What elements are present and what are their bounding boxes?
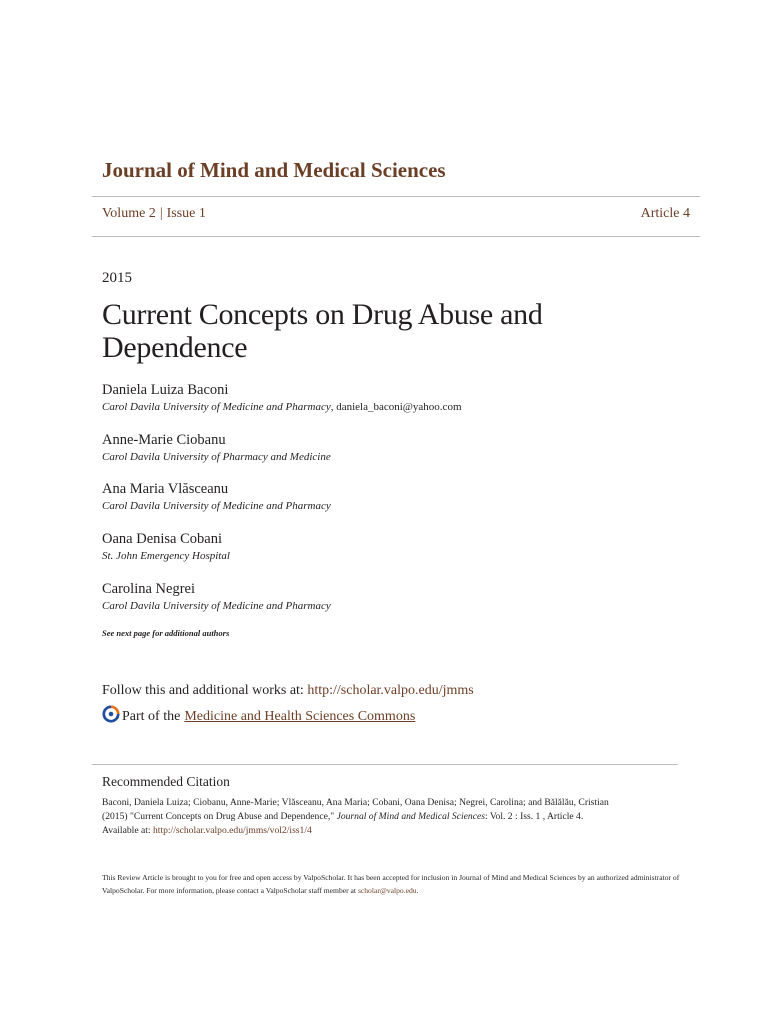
author-affiliation xyxy=(102,498,702,514)
issue-link[interactable]: Issue 1 xyxy=(166,206,206,221)
commons-link[interactable]: Medicine and Health Sciences Commons xyxy=(184,708,416,724)
volume-issue xyxy=(102,206,206,222)
author-name[interactable]: Carolina Negrei xyxy=(102,580,196,597)
author-list xyxy=(102,381,702,629)
affiliation-name: Carol Davila University of Medicine and Pharmacy xyxy=(102,599,331,612)
publication-year: 2015 xyxy=(102,270,132,286)
notice-end: . xyxy=(416,886,419,895)
affiliation-name: Carol Davila University of Medicine and Pharmacy xyxy=(102,500,331,513)
author-entry xyxy=(102,580,702,630)
header-top-divider xyxy=(92,196,700,197)
citation-journal: Journal of Mind and Medical Sciences xyxy=(336,811,485,822)
access-notice xyxy=(102,871,692,897)
more-authors-note: See next page for additional authors xyxy=(102,628,230,638)
author-name[interactable]: Daniela Luiza Baconi xyxy=(102,382,229,398)
citation-suffix: : Vol. 2 : Iss. 1 , Article 4. xyxy=(484,811,584,822)
header-bottom-divider xyxy=(92,236,700,237)
affiliation-name: Carol Davila University of Medicine and Pharmacy xyxy=(102,401,331,413)
author-email: , daniela_baconi@yahoo.com xyxy=(330,401,462,413)
notice-text: This Review Article is brought to you for free and open access by ValpoScholar. It has been accepted for inclusion in Journal of Mind and Medical Sciences by an authorized administrator of ValpoScholar. For more information, please contact a ValpoScholar staff member at xyxy=(102,873,680,895)
author-entry xyxy=(102,480,702,530)
author-affiliation xyxy=(102,449,702,465)
issue-bar xyxy=(102,206,690,222)
issue-separator: | xyxy=(159,206,163,221)
follow-line xyxy=(102,683,474,699)
citation-availability xyxy=(102,824,682,838)
affiliation-name: Carol Davila University of Pharmacy and Medicine xyxy=(102,450,331,463)
author-name[interactable]: Anne-Marie Ciobanu xyxy=(102,431,226,448)
author-entry xyxy=(102,381,702,431)
author-name[interactable]: Ana Maria Vlăsceanu xyxy=(102,481,229,498)
article-title-line: Current Concepts on Drug Abuse and xyxy=(102,298,543,331)
citation-prefix: (2015) "Current Concepts on Drug Abuse and Dependence," xyxy=(102,811,337,822)
author-entry xyxy=(102,431,702,481)
article-title-line: Dependence xyxy=(102,331,248,364)
part-of-label: Part of the xyxy=(122,708,181,724)
citation-text xyxy=(102,796,682,838)
journal-title[interactable]: Journal of Mind and Medical Sciences xyxy=(102,158,446,182)
article-number-link[interactable]: Article 4 xyxy=(640,206,690,221)
affiliation-name: St. John Emergency Hospital xyxy=(102,550,230,563)
citation-details xyxy=(102,810,682,824)
author-entry xyxy=(102,530,702,580)
author-affiliation xyxy=(102,548,702,564)
author-affiliation xyxy=(102,598,702,614)
citation-divider xyxy=(92,764,678,765)
contact-email-link[interactable]: scholar@valpo.edu xyxy=(357,886,417,895)
article-title xyxy=(102,298,662,364)
available-label: Available at: xyxy=(102,825,153,836)
volume-link[interactable]: Volume 2 xyxy=(102,206,156,221)
commons-network-icon xyxy=(102,705,122,728)
citation-url-link[interactable]: http://scholar.valpo.edu/jmms/vol2/iss1/4 xyxy=(152,825,312,836)
repository-link[interactable]: http://scholar.valpo.edu/jmms xyxy=(307,683,474,698)
citation-authors: Baconi, Daniela Luiza; Ciobanu, Anne-Marie; Vlăsceanu, Ana Maria; Cobani, Oana Denisa; Negrei, Carolina; and Bălălău, Cristian xyxy=(102,797,609,808)
author-affiliation xyxy=(102,399,702,415)
author-name[interactable]: Oana Denisa Cobani xyxy=(102,531,222,548)
follow-label: Follow this and additional works at: xyxy=(102,683,308,698)
part-of-line xyxy=(102,705,415,728)
citation-heading: Recommended Citation xyxy=(102,774,230,789)
